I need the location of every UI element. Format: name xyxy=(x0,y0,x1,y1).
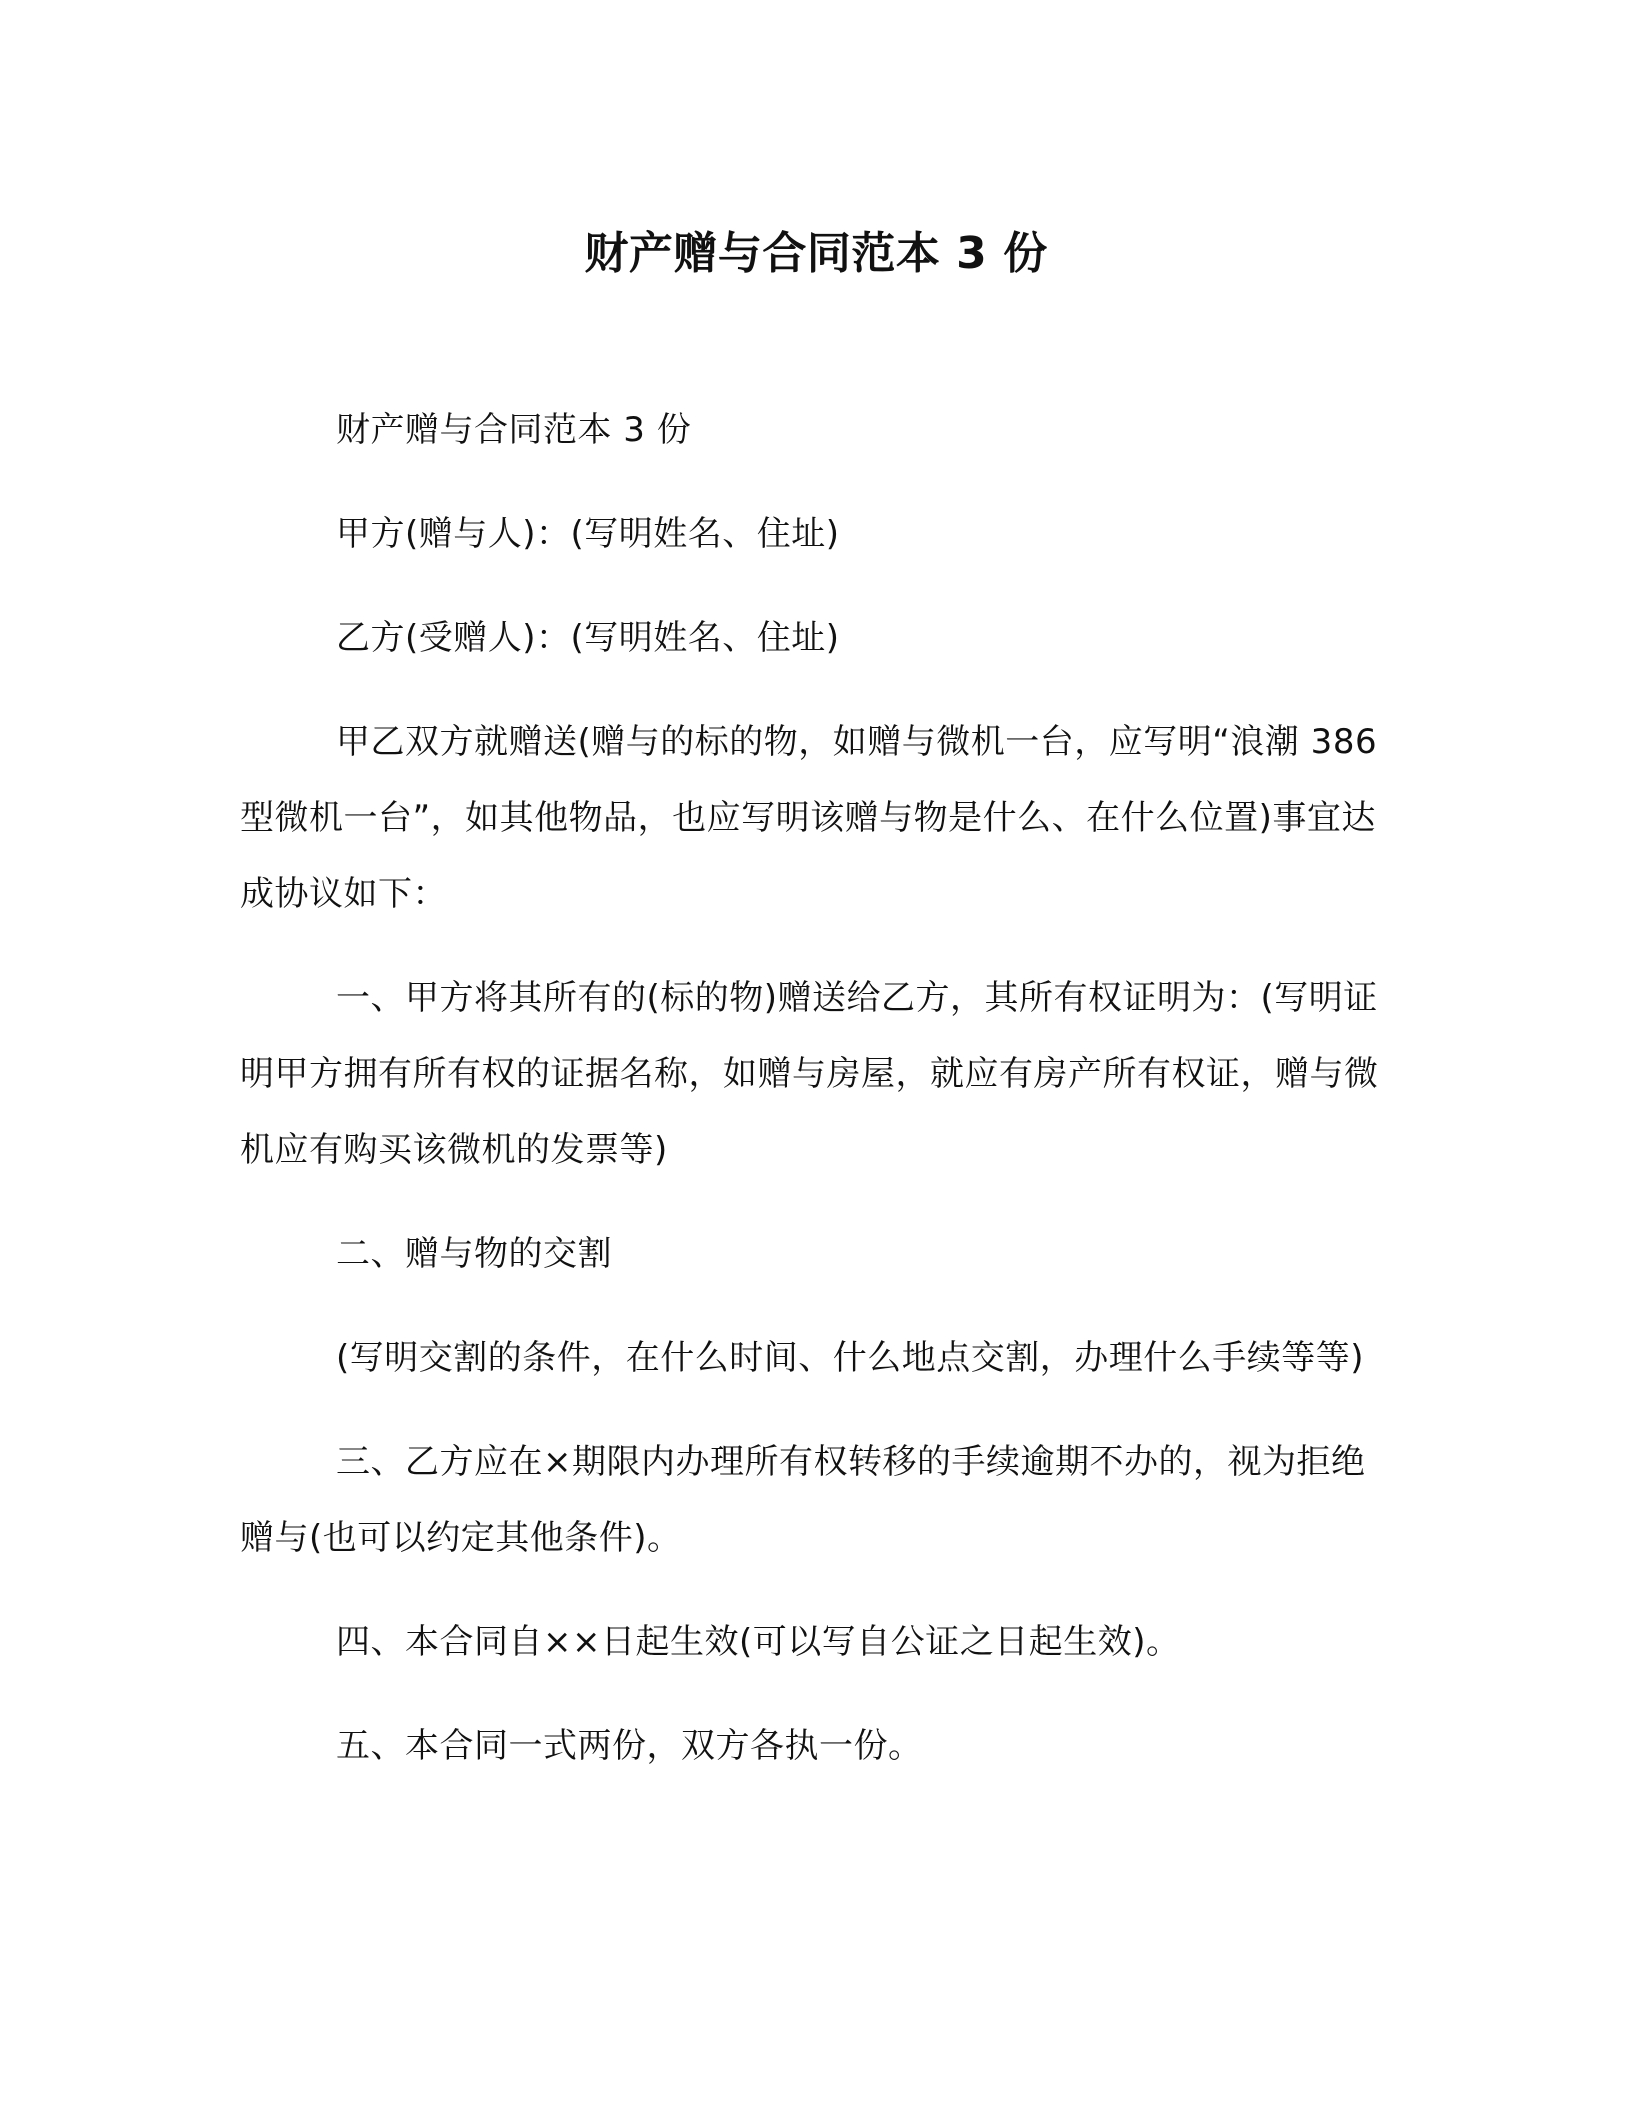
paragraph-clause-2-body: (写明交割的条件，在什么时间、什么地点交割，办理什么手续等等) xyxy=(336,1338,1365,1378)
document-body xyxy=(240,392,1380,1812)
paragraph-clause-2-heading: 二、赠与物的交割 xyxy=(336,1234,612,1274)
paragraph-clause-3: 三、乙方应在×期限内办理所有权转移的手续逾期不办的，视为拒绝赠与(也可以约定其他条件)。 xyxy=(240,1442,1366,1558)
paragraph-agreement-intro: 甲乙双方就赠送(赠与的标的物，如赠与微机一台，应写明“浪潮 386 型微机一台”，如其他物品，也应写明该赠与物是什么、在什么位置)事宜达成协议如下： xyxy=(240,722,1378,914)
paragraph-clause-4: 四、本合同自××日起生效(可以写自公证之日起生效)。 xyxy=(336,1622,1181,1662)
document-title: 财产赠与合同范本 3 份 xyxy=(584,228,1048,279)
paragraph-subtitle: 财产赠与合同范本 3 份 xyxy=(336,410,692,450)
paragraph-clause-1: 一、甲方将其所有的(标的物)赠送给乙方，其所有权证明为：(写明证明甲方拥有所有权的证据名称，如赠与房屋，就应有房产所有权证，赠与微机应有购买该微机的发票等) xyxy=(240,978,1379,1170)
paragraph-clause-5: 五、本合同一式两份，双方各执一份。 xyxy=(336,1726,923,1766)
paragraph-party-a: 甲方(赠与人)：(写明姓名、住址) xyxy=(336,514,840,554)
paragraph-party-b: 乙方(受赠人)：(写明姓名、住址) xyxy=(336,618,840,658)
